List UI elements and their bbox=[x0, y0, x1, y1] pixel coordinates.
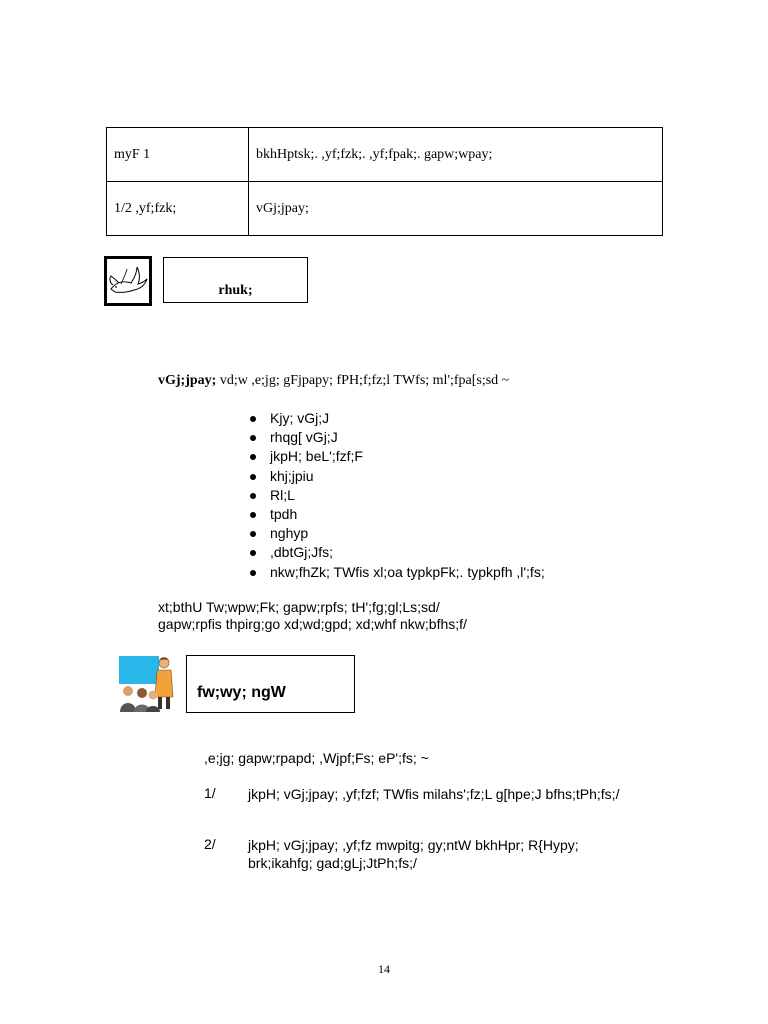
closing-line: xt;bthU Tw;wpw;Fk; gapw;rpfs; tH';fg;gl;Ls;sd/ bbox=[158, 599, 440, 615]
activity-title: fw;wy; ngW bbox=[197, 684, 286, 701]
activity-item-number: 1/ bbox=[204, 785, 216, 801]
intro-text: vd;w ,e;jg; gFjpapy; fPH;f;fz;l TWfs; ml';fpa[s;sd ~ bbox=[216, 373, 510, 388]
page-number: 14 bbox=[378, 962, 390, 976]
table-cell: bkhHptsk;. ,yf;fzk;. ,yf;fpak;. gapw;wpay; bbox=[249, 128, 663, 182]
activity-item-line: jkpH; vGj;jpay; ,yf;fzf; TWfis milahs';fz;L g[hpe;J bfhs;tPh;fs;/ bbox=[248, 786, 620, 802]
activity-item-text bbox=[248, 836, 579, 872]
table-cell: vGj;jpay; bbox=[249, 182, 663, 236]
table-cell: 1/2 ,yf;fzk; bbox=[107, 182, 249, 236]
list-item: Kjy; vGj;J bbox=[248, 409, 545, 428]
activity-item-number: 2/ bbox=[204, 836, 216, 852]
list-item: Rl;L bbox=[248, 486, 545, 505]
activity-intro: ,e;jg; gapw;rpapd; ,Wjpf;Fs; eP';fs; ~ bbox=[204, 750, 429, 766]
intro-paragraph bbox=[158, 373, 509, 389]
bird-icon bbox=[104, 256, 152, 306]
table-row bbox=[107, 182, 663, 236]
closing-line: gapw;rpfis thpirg;go xd;wd;gpd; xd;whf nkw;bfhs;f/ bbox=[158, 616, 467, 632]
list-item: nkw;fhZk; TWfis xl;oa typkpFk;. typkpfh ,l';fs; bbox=[248, 563, 545, 582]
teacher-class-icon bbox=[118, 655, 176, 712]
list-item: ,dbtGj;Jfs; bbox=[248, 543, 545, 562]
list-item: nghyp bbox=[248, 524, 545, 543]
intro-keyword: vGj;jpay; bbox=[158, 373, 217, 388]
aim-title: rhuk; bbox=[218, 283, 253, 298]
activity-item-line: brk;ikahfg; gad;gLj;JtPh;fs;/ bbox=[248, 855, 417, 871]
activity-item-text bbox=[248, 785, 619, 803]
list-item: jkpH; beL';fzf;F bbox=[248, 447, 545, 466]
closing-paragraph bbox=[158, 599, 467, 633]
list-item: tpdh bbox=[248, 505, 545, 524]
activity-title-box bbox=[186, 655, 355, 713]
activity-item-line: jkpH; vGj;jpay; ,yf;fz mwpitg; gy;ntW bkhHpr; R{Hypy; bbox=[248, 837, 579, 853]
lesson-header-table bbox=[106, 127, 663, 236]
aim-title-box bbox=[163, 257, 308, 303]
table-cell: myF 1 bbox=[107, 128, 249, 182]
table-row bbox=[107, 128, 663, 182]
list-item: rhqg[ vGj;J bbox=[248, 428, 545, 447]
topic-list bbox=[248, 409, 545, 582]
list-item: khj;jpiu bbox=[248, 467, 545, 486]
